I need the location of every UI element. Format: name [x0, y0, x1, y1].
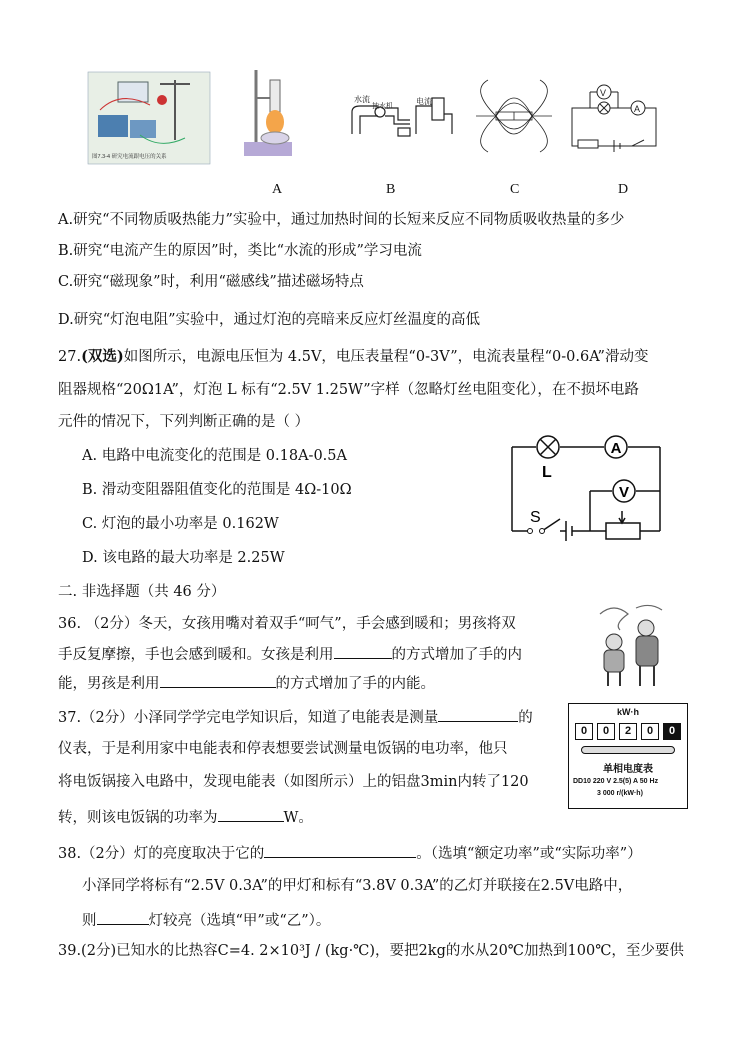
top-figures [0, 60, 748, 180]
q38-line3 [82, 909, 330, 931]
energy-meter [568, 703, 688, 809]
meter-digit: 0 [575, 723, 593, 740]
q37-text1b: 的 [518, 710, 533, 726]
q27-option-c: C. 灯泡的最小功率是 0.162W [82, 516, 279, 532]
meter-unit: kW·h [617, 707, 639, 717]
q36-picture-children [590, 600, 672, 690]
q27-text1: 如图所示，电源电压恒为 4.5V，电压表量程“0-3V”，电流表量程“0-0.6A”滑动变 [123, 349, 649, 365]
meter-spec-2: 3 000 r/(kW·h) [597, 790, 643, 797]
meter-digit: 0 [663, 723, 681, 740]
q38-blank-1[interactable] [264, 842, 416, 858]
q37-text4b: W。 [283, 810, 313, 826]
q26-option-a: A.研究“不同物质吸热能力”实验中，通过加热时间的长短来反应不同物质吸收热量的多少 [58, 212, 625, 228]
section-heading: 二. 非选择题（共 46 分） [58, 584, 226, 600]
q38-text1b: 。（选填“额定功率”或“实际功率”） [416, 846, 642, 862]
svg-text:V: V [600, 88, 607, 98]
q27-option-d: D. 该电路的最大功率是 2.25W [82, 550, 285, 566]
q27-line3: 元件的情况下，下列判断正确的是（ ） [58, 414, 310, 430]
meter-spec-1: DD10 220 V 2.5(5) A 50 Hz [573, 778, 659, 785]
svg-text:水流: 水流 [354, 95, 370, 104]
lamp-label: L [542, 464, 552, 481]
voltmeter-label: V [618, 484, 630, 501]
q36-line1: 36. （2分）冬天，女孩用嘴对着双手“呵气”，手会感到暖和；男孩将双 [58, 616, 516, 632]
q38-line2: 小泽同学将标有“2.5V 0.3A”的甲灯和标有“3.8V 0.3A”的乙灯并联接在2.5V电路中， [82, 878, 633, 894]
q36-text3a: 能，男孩是利用 [58, 676, 160, 692]
q27-tag: (双选) [81, 348, 124, 365]
q27-option-b: B. 滑动变阻器阻值变化的范围是 4Ω-10Ω [82, 482, 352, 498]
q27-circuit [500, 425, 670, 545]
q36-text2a: 手反复摩擦，手也会感到暖和。女孩是利用 [58, 647, 334, 663]
figure-label-a: A [272, 182, 283, 197]
q37-text1a: 37.（2分）小泽同学学完电学知识后，知道了电能表是测量 [58, 710, 439, 726]
q38-text3b: 灯较亮（选填“甲”或“乙”）。 [148, 913, 331, 929]
q39-line1: 39.(2分)已知水的比热容C=4. 2×10³J / (kg·℃)，要把2kg的水从20℃加热到100℃，至少要供 [58, 943, 684, 959]
q26-option-b: B.研究“电流产生的原因”时，类比“水流的形成”学习电流 [58, 243, 422, 259]
meter-digits [575, 721, 681, 740]
svg-text:图7.3-4 研究电流跟电压的关系: 图7.3-4 研究电流跟电压的关系 [92, 154, 167, 160]
q27-line2: 阻器规格“20Ω1A”，灯泡 L 标有“2.5V 1.25W”字样（忽略灯丝电阻变化），在不损坏电路 [58, 382, 639, 398]
figure-label-b: B [386, 182, 396, 197]
q27-option-a: A. 电路中电流变化的范围是 0.18A-0.5A [82, 448, 347, 464]
switch-label: S [530, 509, 541, 526]
q36-blank-1[interactable] [334, 643, 392, 659]
q36-text2b: 的方式增加了手的内 [391, 647, 522, 663]
figure-lab-apparatus [88, 72, 210, 164]
figure-label-d: D [618, 182, 629, 197]
figure-b-analogy [352, 94, 452, 136]
q26-option-c: C.研究“磁现象”时，利用“磁感线”描述磁场特点 [58, 274, 364, 290]
svg-text:电流: 电流 [416, 97, 432, 106]
q38-text1a: 38.（2分）灯的亮度取决于它的 [58, 846, 265, 862]
svg-text:抽水机: 抽水机 [372, 103, 393, 110]
q38-blank-2[interactable] [97, 909, 149, 925]
q27-line1 [58, 347, 648, 367]
figure-c-field-lines [476, 80, 552, 152]
q37-text4a: 转，则该电饭锅的功率为 [58, 810, 218, 826]
q38-line1 [58, 842, 642, 864]
q36-line3 [58, 672, 435, 694]
q36-line2 [58, 643, 522, 665]
figure-label-c: C [510, 182, 520, 197]
q36-text3b: 的方式增加了手的内能。 [275, 676, 435, 692]
svg-text:A: A [634, 104, 641, 114]
q37-line2: 仪表，于是利用家中电能表和停表想要尝试测量电饭锅的电功率，他只 [58, 741, 508, 757]
figure-a-heating [244, 70, 292, 156]
q37-blank-2[interactable] [218, 806, 284, 822]
q27-number: 27. [58, 349, 82, 365]
ammeter-label: A [610, 440, 622, 457]
meter-title: 单相电度表 [603, 764, 653, 775]
q36-blank-2[interactable] [160, 672, 276, 688]
q38-text3a: 则 [82, 913, 97, 929]
meter-digit: 2 [619, 723, 637, 740]
q37-line3: 将电饭锅接入电路中，发现电能表（如图所示）上的铝盘3min内转了120 [58, 774, 529, 790]
figure-d-circuit [572, 85, 656, 152]
q26-option-d: D.研究“灯泡电阻”实验中，通过灯泡的亮暗来反应灯丝温度的高低 [58, 312, 481, 328]
meter-digit: 0 [641, 723, 659, 740]
meter-disc [581, 746, 675, 754]
q37-line1 [58, 706, 533, 728]
meter-digit: 0 [597, 723, 615, 740]
q37-blank-1[interactable] [438, 706, 518, 722]
q37-line4 [58, 806, 313, 828]
